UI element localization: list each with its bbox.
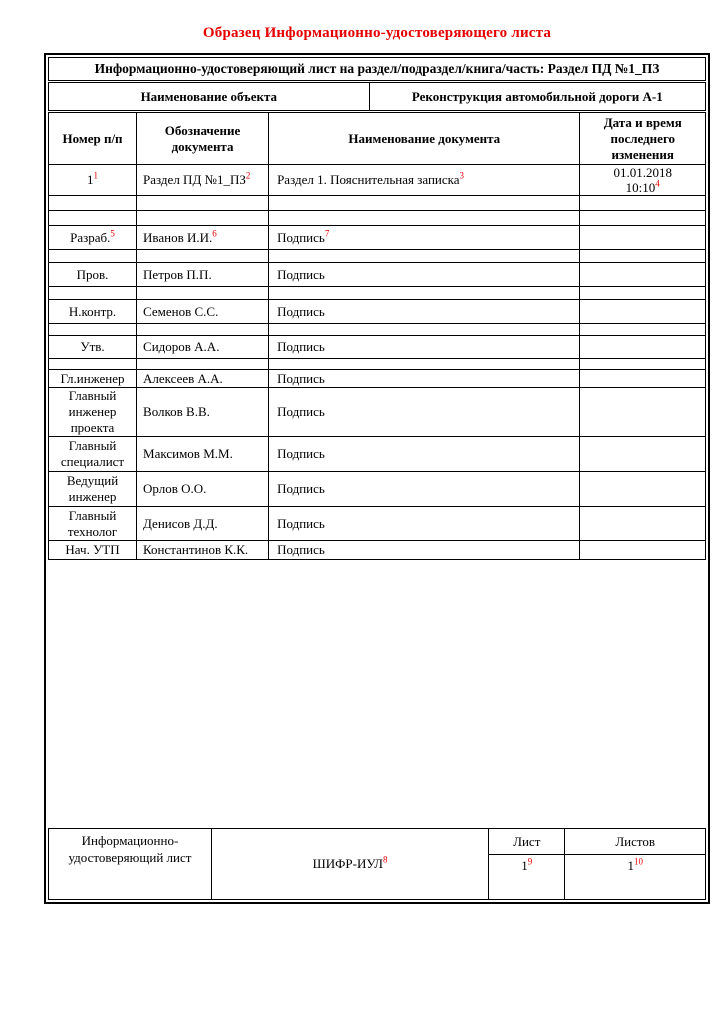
empty-row [49,196,706,211]
signer-name-cell: Максимов М.М. [137,437,269,472]
footnote-ref: 8 [382,854,388,865]
object-name-label-cell: Наименование объекта [49,83,370,111]
object-name-table [48,82,706,111]
signer-name-cell: Волков В.В. [137,388,269,437]
footer-header-row [49,829,706,855]
empty-cell [580,300,706,324]
signer-name-cell: Петров П.П. [137,263,269,287]
empty-cell [49,211,137,226]
empty-cell [49,196,137,211]
document-sheet-frame [44,53,710,904]
signature-cell: Подпись [269,263,580,287]
footnote-ref: 10 [633,856,643,867]
signer-role-cell: Главный инженер проекта [49,388,137,437]
empty-cell [49,324,137,336]
empty-cell [580,388,706,437]
signer-role-cell: Главный технолог [49,507,137,541]
empty-cell [269,359,580,370]
empty-cell [580,541,706,560]
signer-role-cell: Утв. [49,336,137,359]
signer-role-cell: Главный специалист [49,437,137,472]
empty-cell [137,211,269,226]
footnote-ref: 9 [527,856,533,867]
empty-cell [580,211,706,226]
footnote-ref: 4 [655,178,660,189]
sheet-title-table [48,57,706,81]
empty-cell [580,370,706,388]
empty-row [49,324,706,336]
column-header-num: Номер п/п [49,113,137,165]
footnote-ref: 5 [110,228,115,239]
footnote-ref: 7 [324,228,330,239]
empty-row [49,287,706,300]
empty-cell [269,196,580,211]
signer-row-approver [49,336,706,359]
signature-cell: Подпись [269,541,580,560]
signer-role-cell: Разраб.$^5$ [49,226,137,250]
signature-cell: Подпись [269,507,580,541]
doc-name-cell: Раздел 1. Пояснительная записка$^3$ [269,165,580,196]
signature-cell: Подпись [269,472,580,507]
empty-row [49,211,706,226]
object-name-value-cell: Реконструкция автомобильной дороги А-1 [369,83,705,111]
empty-cell [580,336,706,359]
empty-cell [580,507,706,541]
signer-name-cell: Денисов Д.Д. [137,507,269,541]
signer-row-utp-head [49,541,706,560]
empty-cell [49,287,137,300]
empty-cell [49,250,137,263]
empty-cell [137,250,269,263]
signer-name-cell: Орлов О.О. [137,472,269,507]
footnote-ref: 6 [212,228,217,239]
signer-role-cell: Гл.инженер [49,370,137,388]
footer-stamp-table [48,828,706,900]
blank-area [48,560,706,828]
empty-cell [580,263,706,287]
empty-row [49,359,706,370]
signature-cell: Подпись [269,336,580,359]
empty-row [49,250,706,263]
signer-row-chief-technologist [49,507,706,541]
empty-cell [580,226,706,250]
signer-row-chief-specialist [49,437,706,472]
footnote-ref: 1 [93,170,99,181]
column-header-doc-name: Наименование документа [269,113,580,165]
doc-date-cell: 01.01.2018 10:10$^4$ [580,165,706,196]
empty-cell [580,324,706,336]
empty-cell [269,324,580,336]
signer-role-cell: Н.контр. [49,300,137,324]
signature-cell: Подпись$^7$ [269,226,580,250]
sheets-label-cell: Листов [565,829,706,855]
sheet-label-cell: Лист [489,829,565,855]
signer-row-lead-engineer [49,472,706,507]
signer-role-cell: Нач. УТП [49,541,137,560]
page-title: Образец Информационно-удостоверяющего листа [202,25,552,41]
sheet-title-cell: Информационно-удостоверяющий лист на раздел/подраздел/книга/часть: Раздел ПД №1_ПЗ [49,58,706,81]
signer-role-cell: Ведущий инженер [49,472,137,507]
empty-cell [580,437,706,472]
empty-cell [580,287,706,300]
signer-name-cell: Семенов С.С. [137,300,269,324]
signer-row-chief-engineer [49,370,706,388]
empty-cell [580,250,706,263]
signer-name-cell: Алексеев А.А. [137,370,269,388]
empty-cell [269,211,580,226]
empty-cell [137,196,269,211]
doc-type-cell: Информационно-удостоверяющий лист [49,829,212,900]
signer-name-cell: Иванов И.И.$^6$ [137,226,269,250]
empty-cell [580,196,706,211]
signer-name-cell: Константинов К.К. [137,541,269,560]
empty-cell [137,287,269,300]
empty-cell [269,250,580,263]
column-header-designation: Обозначение документа [137,113,269,165]
document-row [49,165,706,196]
signer-row-norm-control [49,300,706,324]
sheet-title-row [49,58,706,81]
object-name-row [49,83,706,111]
documents-table [48,112,706,560]
empty-cell [269,287,580,300]
empty-cell [580,359,706,370]
signer-row-chief-project-engineer [49,388,706,437]
footnote-ref: 3 [459,170,465,181]
signer-row-developer [49,226,706,250]
footnote-ref: 2 [245,170,251,181]
signer-name-cell: Сидоров А.А. [137,336,269,359]
empty-cell [137,359,269,370]
doc-designation-cell: Раздел ПД №1_ПЗ$^2$ [137,165,269,196]
signer-row-checker [49,263,706,287]
empty-cell [580,472,706,507]
signature-cell: Подпись [269,300,580,324]
signature-cell: Подпись [269,370,580,388]
signature-cell: Подпись [269,388,580,437]
doc-number-cell: 1$^1$ [49,165,137,196]
sheets-count-cell: 1$^{10}$ [565,855,706,900]
signature-cell: Подпись [269,437,580,472]
sheet-number-cell: 1$^9$ [489,855,565,900]
empty-cell [49,359,137,370]
column-header-row [49,113,706,165]
cipher-cell: ШИФР-ИУЛ$^8$ [211,829,488,900]
signer-role-cell: Пров. [49,263,137,287]
column-header-date: Дата и время последнего изменения [580,113,706,165]
empty-cell [137,324,269,336]
